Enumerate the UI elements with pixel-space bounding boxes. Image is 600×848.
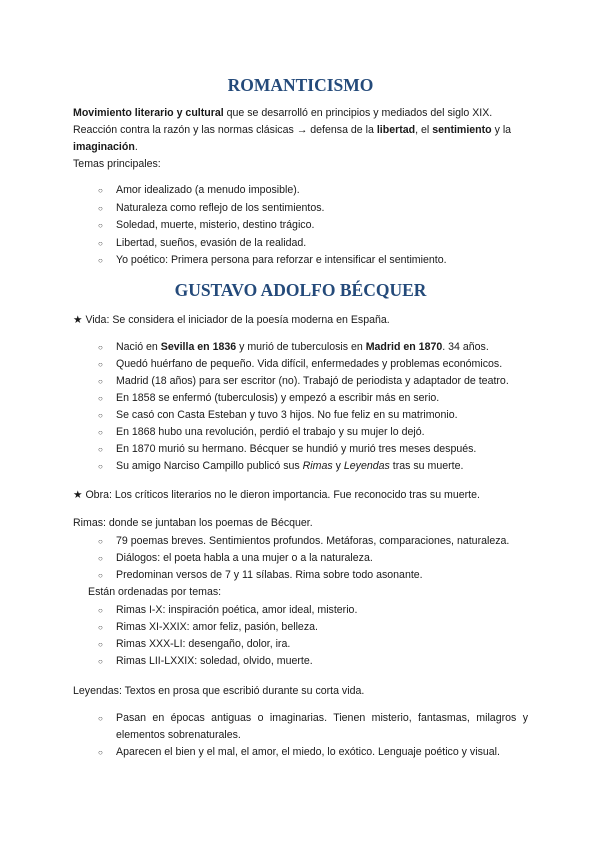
intro-rest: que se desarrolló en principios y mediados del siglo XIX.	[223, 107, 493, 119]
intro-libertad: libertad	[376, 124, 416, 136]
intro-sentimiento: sentimiento	[432, 124, 492, 136]
list-item: ○ Naturaleza como reflejo de los sentimientos.	[116, 200, 528, 217]
list-item	[116, 339, 528, 356]
title-romanticismo: ROMANTICISMO	[227, 75, 374, 95]
intro-sep1: , el	[415, 124, 433, 136]
list-item: ○ Madrid (18 años) para ser escritor (no). Trabajó de periodista y adaptador de teatro.	[116, 373, 528, 390]
obra-line: ★ Obra: Los críticos literarios no le dieron importancia. Fue reconocido tras su muerte.	[73, 489, 480, 501]
temas-label: Temas principales:	[73, 158, 161, 170]
list-item: ○ Pasan en épocas antiguas o imaginarias. Tienen misterio, fantasmas, milagros y elementos sobrenaturales.	[116, 710, 528, 744]
list-item: ○ Diálogos: el poeta habla a una mujer o a la naturaleza.	[116, 550, 528, 567]
vida-last-y: y	[332, 460, 344, 472]
ordenadas-list	[73, 602, 528, 670]
list-item: ○ En 1870 murió su hermano. Bécquer se hundió y murió tres meses después.	[116, 441, 528, 458]
list-item: ○ Se casó con Casta Esteban y tuvo 3 hijos. No fue feliz en su matrimonio.	[116, 407, 528, 424]
intro-line-2	[73, 122, 528, 156]
leyendas-list	[73, 710, 528, 761]
vida-last-rimas: Rimas	[302, 460, 333, 472]
intro-imaginacion: imaginación	[73, 141, 135, 153]
list-item: ○ En 1868 hubo una revolución, perdió el trabajo y su mujer lo dejó.	[116, 424, 528, 441]
list-item: ○ Rimas XXX-LI: desengaño, dolor, ira.	[116, 636, 528, 653]
title-becquer: GUSTAVO ADOLFO BÉCQUER	[174, 280, 427, 300]
temas-list	[73, 182, 528, 269]
list-item	[116, 458, 528, 475]
vida-first-c: y murió de tuberculosis en	[236, 341, 366, 353]
list-item: ○ 79 poemas breves. Sentimientos profundos. Metáforas, comparaciones, naturaleza.	[116, 533, 528, 550]
list-item: ○ Soledad, muerte, misterio, destino trágico.	[116, 217, 528, 234]
vida-last-leyendas: Leyendas	[343, 460, 390, 472]
vida-last-a: Su amigo Narciso Campillo publicó sus	[116, 460, 303, 472]
list-item: ○ Predominan versos de 7 y 11 sílabas. Rima sobre todo asonante.	[116, 567, 528, 584]
ordenadas-label: Están ordenadas por temas:	[88, 586, 222, 598]
intro-end: .	[134, 141, 138, 153]
intro-line-2-text: Reacción contra la razón y las normas clásicas → defensa de la	[73, 124, 377, 136]
vida-last-b: tras su muerte.	[389, 460, 464, 472]
vida-label: ★ Vida: Se considera el iniciador de la poesía moderna en España.	[73, 314, 390, 326]
intro-line-1	[73, 105, 528, 122]
list-item: ○ Rimas I-X: inspiración poética, amor ideal, misterio.	[116, 602, 528, 619]
rimas-label: Rimas: donde se juntaban los poemas de Bécquer.	[73, 517, 313, 529]
vida-first-a: Nació en	[116, 341, 161, 353]
leyendas-label: Leyendas: Textos en prosa que escribió durante su corta vida.	[73, 685, 365, 697]
vida-list	[73, 339, 528, 475]
intro-bold: Movimiento literario y cultural	[73, 107, 224, 119]
list-item: ○ Amor idealizado (a menudo imposible).	[116, 182, 528, 199]
list-item: ○ Libertad, sueños, evasión de la realidad.	[116, 235, 528, 252]
list-item: ○ Rimas XI-XXIX: amor feliz, pasión, belleza.	[116, 619, 528, 636]
vida-first-madrid: Madrid en 1870	[365, 341, 443, 353]
list-item: ○ En 1858 se enfermó (tuberculosis) y empezó a escribir más en serio.	[116, 390, 528, 407]
list-item: ○ Yo poético: Primera persona para reforzar e intensificar el sentimiento.	[116, 252, 528, 269]
list-item: ○ Quedó huérfano de pequeño. Vida difícil, enfermedades y problemas económicos.	[116, 356, 528, 373]
intro-sep2: y la	[491, 124, 512, 136]
list-item: ○ Aparecen el bien y el mal, el amor, el miedo, lo exótico. Lenguaje poético y visual.	[116, 744, 528, 761]
vida-first-sevilla: Sevilla en 1836	[160, 341, 237, 353]
rimas-list	[73, 533, 528, 584]
list-item: ○ Rimas LII-LXXIX: soledad, olvido, muerte.	[116, 653, 528, 670]
vida-first-e: . 34 años.	[442, 341, 489, 353]
